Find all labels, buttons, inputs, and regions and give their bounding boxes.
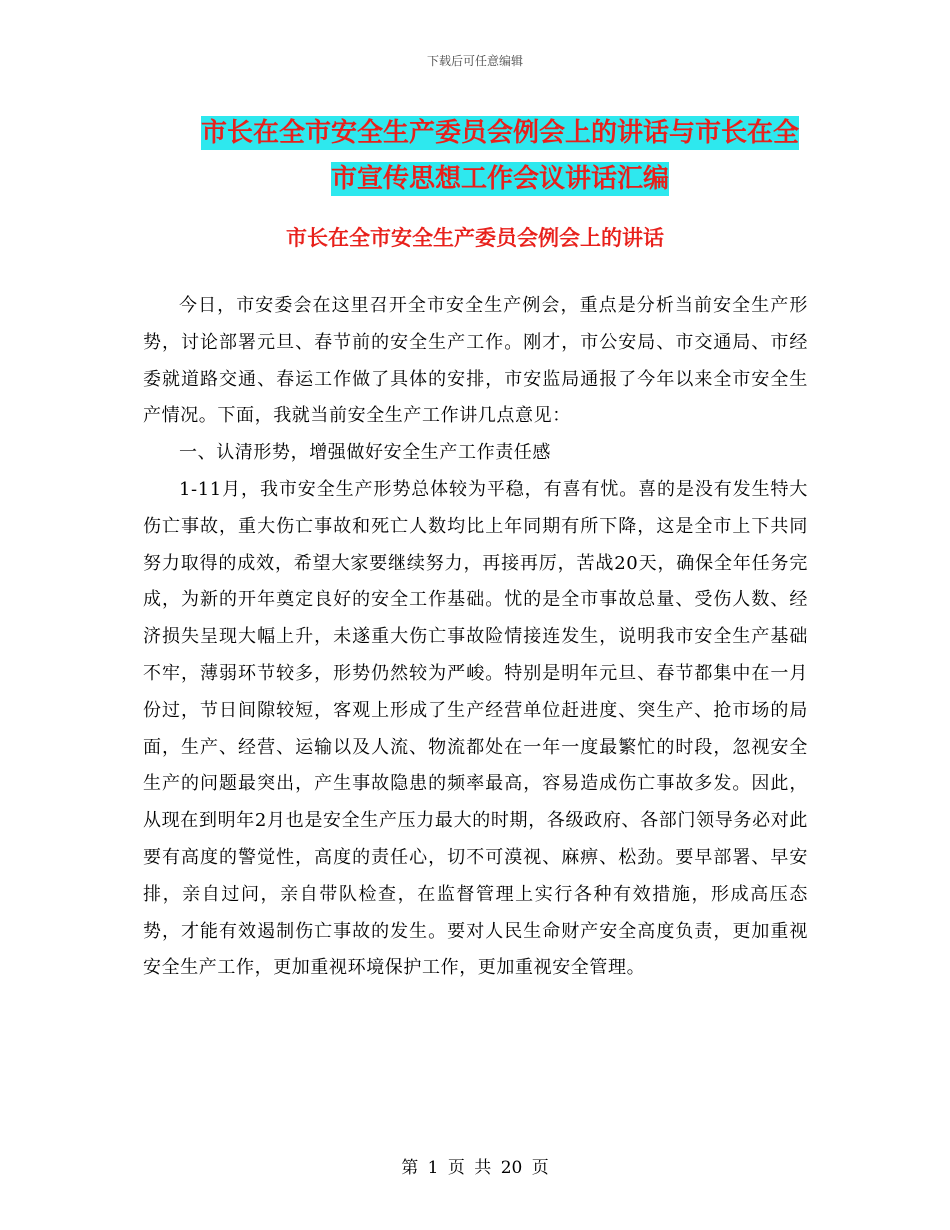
paragraph-intro: 今日，市安委会在这里召开全市安全生产例会，重点是分析当前安全生产形势，讨论部署元旦、春节前的安全生产工作。刚才，市公安局、市交通局、市经委就道路交通、春运工作做了具体的安排，市安监局通报了今年以来全市安全生产情况。下面，我就当前安全生产工作讲几点意见：: [143, 295, 808, 427]
paragraph-situation: 1-11月，我市安全生产形势总体较为平稳，有喜有忧。喜的是没有发生特大伤亡事故，重大伤亡事故和死亡人数均比上年同期有所下降，这是全市上下共同努力取得的成效，希望大家要继续努力，再接再厉，苦战20天，确保全年任务完成，为新的开年奠定良好的安全工作基础。忧的是全市事故总量、受伤人数、经济损失呈现大幅上升，未遂重大伤亡事故险情接连发生，说明我市安全生产基础不牢，薄弱环节较多，形势仍然较为严峻。特别是明年元旦、春节都集中在一月份过，节日间隙较短，客观上形成了生产经营单位赶进度、突生产、抢市场的局面，生产、经营、运输以及人流、物流都处在一年一度最繁忙的时段，忽视安全生产的问题最突出，产生事故隐患的频率最高，容易造成伤亡事故多发。因此，从现在到明年2月也是安全生产压力最大的时期，各级政府、各部门领导务必对此要有高度的警觉性，高度的责任心，切不可漠视、麻痹、松劲。要早部署、早安排，亲自过问，亲自带队检查，在监督管理上实行各种有效措施，形成高压态势，才能有效遏制伤亡事故的发生。要对人民生命财产安全高度负责，更加重视安全生产工作，更加重视环境保护工作，更加重视安全管理。: [143, 478, 808, 979]
page-number: 第 1 页 共 20 页: [401, 1158, 549, 1178]
header-note: 下载后可任意编辑: [426, 54, 523, 68]
document-title-line-2: 市宣传思想工作会议讲话汇编: [330, 164, 669, 194]
paragraph-heading-1: 一、认清形势，增强做好安全生产工作责任感: [179, 442, 551, 464]
document-body: [143, 288, 808, 987]
document-title: [150, 110, 850, 202]
document-title-line-1: 市长在全市安全生产委员会例会上的讲话与市长在全: [200, 118, 799, 148]
section-title: 市长在全市安全生产委员会例会上的讲话: [286, 226, 664, 250]
